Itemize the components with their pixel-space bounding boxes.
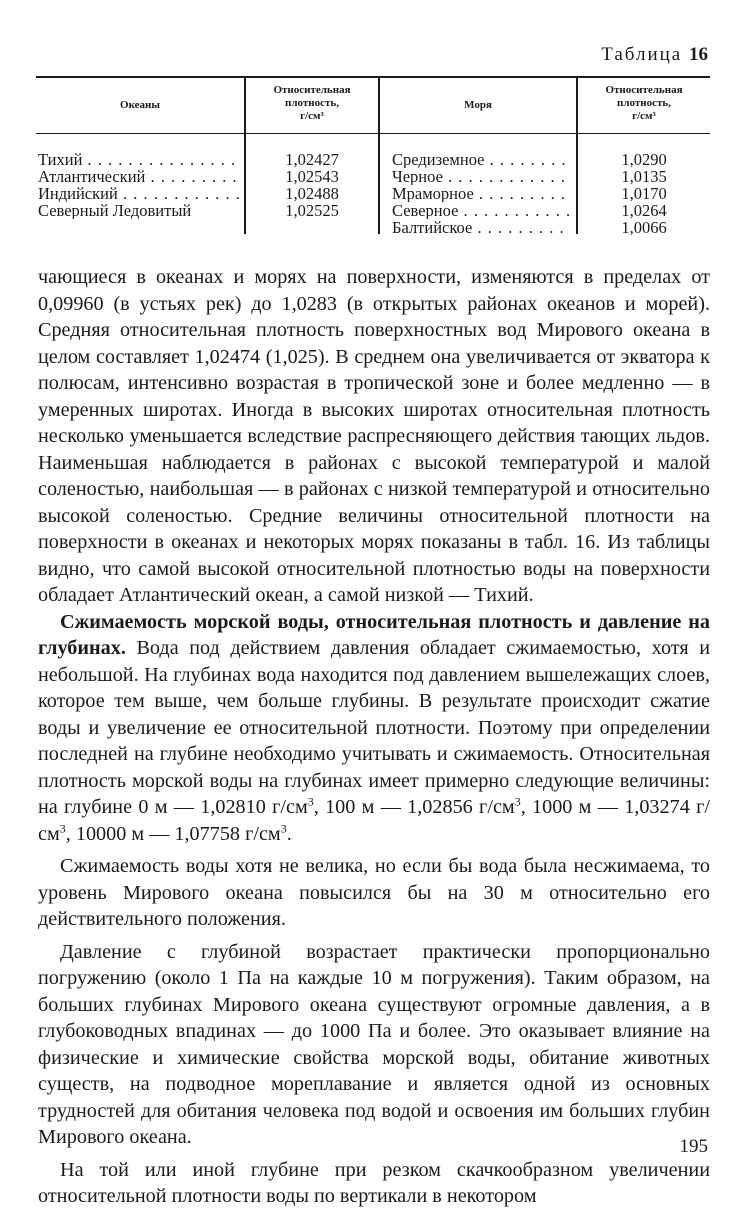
sea-value: 1,0066 — [621, 219, 667, 236]
sea-value: 1,0135 — [621, 168, 667, 185]
paragraph-sea-level: Сжимаемость воды хотя не велика, но если бы вода была несжимаема, то уровень Мирового океана повысился бы на 30 м относительно его действительного положения. — [38, 855, 710, 930]
paragraph-compressibility — [38, 609, 710, 848]
header-density2-unit: г/см³ — [632, 110, 656, 122]
sea-value: 1,0264 — [621, 202, 667, 219]
superscript-3: 3 — [514, 794, 521, 809]
header-density-seas — [578, 84, 710, 123]
superscript-3: 3 — [59, 820, 66, 835]
paragraph-pressure: Давление с глубиной возрастает практически пропорционально погружению (около 1 Па на каждые 10 м погружения). Таким образом, на больших глубинах Мирового океана существуют огромные давления, а в глубоководных впадинах — до 1000 Па и более. Это оказывает влияние на физические и химические свойства морской воды, обитание животных существ, на подводное мореплавание и является одной из основных трудностей для обитания человека под водой и освоения им больших глубин Мирового океана. — [38, 940, 710, 1148]
paragraph-compressibility-text-a: Вода под действием давления обладает сжимаемостью, хотя и небольшой. На глубинах вода находится под давлением вышележащих слоев, которое тем выше, чем больше глубины. В результате происходит сжатие воды и увеличение ее относительной плотности. Поэтому при определении последней на глубине необходимо учитывать и сжимаемость. Относительная плотность морской воды на глубинах имеет примерно следующие величины: на глубине 0 м — 1,02810 г/см — [38, 637, 710, 818]
body-text — [38, 264, 710, 1210]
ocean-value: 1,02488 — [285, 185, 339, 202]
paragraph-density-surface: чающиеся в океанах и морях на поверхности, изменяются в пределах от 0,09960 (в устьях рек) до 1,0283 (в открытых районах океанов и морей). Средняя относительная плотность поверхностных вод Мирового океана в целом составляет 1,02474 (1,025). В среднем она увеличивается от экватора к полюсам, интенсивно возрастая в тропической зоне и более медленно — в умеренных широтах. Иногда в высоких широтах относительная плотность несколько уменьшается вследствие распресняющего действия тающих льдов. Наименьшая наблюдается в районах с высокой температурой и малой соленостью, наибольшая — в районах с низкой температурой и относительно высокой соленостью. Средние величины относительной плотности на поверхности в океанах и некоторых морях показаны в табл. 16. Из таблицы видно, что самой высокой относительной плотностью воды на поверхности обладает Атлантический океан, а самой низкой — Тихий. — [38, 266, 710, 606]
ocean-name: Тихий . . . — [38, 151, 240, 168]
paragraph-compressibility-text-e: . — [286, 822, 292, 845]
superscript-3: 3 — [280, 820, 287, 835]
ocean-name: Атлантический . . . — [38, 168, 240, 185]
sea-name: Средиземное . . . — [392, 151, 570, 168]
table-caption-word: Таблица — [601, 44, 683, 65]
table-caption — [601, 44, 708, 66]
sea-value: 1,0290 — [621, 151, 667, 168]
sea-name: Балтийское . . . — [392, 219, 570, 236]
ocean-values-column — [246, 151, 378, 219]
header-oceans: Океаны — [120, 99, 160, 111]
ocean-value: 1,02525 — [285, 202, 339, 219]
paragraph-compressibility-text-c: , 1000 м — 1,03274 г/см — [38, 796, 710, 845]
oceans-column — [38, 151, 240, 219]
table-header-rule — [36, 133, 710, 134]
sea-name: Черное . . . — [392, 168, 570, 185]
header-density2-line-2: плотность, — [617, 97, 671, 109]
ocean-value: 1,02543 — [285, 168, 339, 185]
header-density2-line-1: Относительная — [605, 84, 683, 96]
superscript-3: 3 — [307, 794, 314, 809]
header-density-line-2: плотность, — [285, 97, 339, 109]
header-density-line-1: Относительная — [273, 84, 351, 96]
header-density-oceans — [246, 84, 378, 123]
sea-value: 1,0170 — [621, 185, 667, 202]
ocean-value: 1,02427 — [285, 151, 339, 168]
sea-name: Северное . . . — [392, 202, 570, 219]
paragraph-compressibility-text-b: , 100 м — 1,02856 г/см — [313, 796, 515, 818]
ocean-name: Индийский . . . — [38, 185, 240, 202]
density-table — [36, 76, 710, 236]
header-seas: Моря — [464, 99, 492, 111]
paragraph-compressibility-text-d: , 10000 м — 1,07758 г/см — [65, 822, 281, 845]
sea-values-column — [578, 151, 710, 236]
sea-name: Мраморное . . . — [392, 185, 570, 202]
table-caption-number: 16 — [689, 44, 708, 65]
ocean-name: Северный Ледовитый — [38, 202, 192, 219]
page-number: 195 — [679, 1136, 708, 1157]
seas-column — [392, 151, 570, 236]
section-heading-compressibility: Сжимаемость морской воды, относительная плотность и давление на глубинах. — [38, 610, 710, 659]
header-density-unit: г/см³ — [300, 110, 324, 122]
paragraph-density-jump: На той или иной глубине при резком скачкообразном увеличении относительной плотности воды по вертикали в некотором — [38, 1158, 710, 1207]
